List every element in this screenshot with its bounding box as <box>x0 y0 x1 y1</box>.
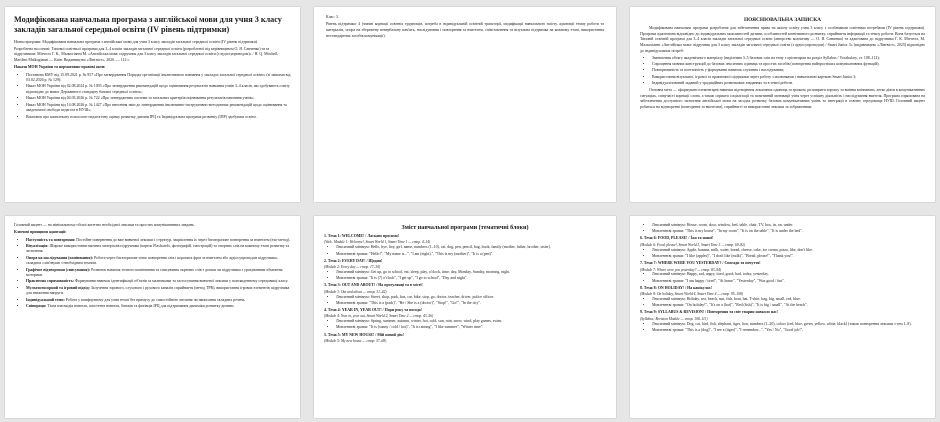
list-item: • Лексичний мінімум: Holiday, sea, beach, sun, fish, boat, hat, T-shirt, bag, big, small, red, blue. <box>652 297 925 303</box>
class-label: Клас: 3. <box>326 15 339 19</box>
principles-heading: Ключові принципи адаптації: <box>14 230 67 235</box>
explanatory-intro: Модифікована навчальна програма розроблена для забезпечення права на якісну освіту учня 3 класу з особливими освітніми потребами (IV рівень підтримки). Програма адаптована відповідно до індивідуальних можливостей дитини, особливостей когнітивного розвитку, сприйняття інформації та темпу роботи. Вона базується на Типовій освітній програмі для 3–4 класів закладів загальної середньої освіти (авторство колективу — О. Я. Савченко) та адаптована до підручника Г. К. Мітчелл, М. Малкогіанні «Англійська мова: підручник для 3 класу закладів загальної середньої освіти (з аудіосупроводом) / Smart Junior 3» (видавництво «Лінгвіст», 2025) відповідно до індивідуальних потреб: <box>640 26 925 53</box>
module-source: (Module 2: Every day — стор. 17–30) <box>324 265 381 270</box>
list-item: • Лексичний мінімум: Apple, banana, milk, water, bread, cheese, cake, ice cream, pizza, like, don't like. <box>652 248 925 254</box>
list-item: • Лексичний мінімум: Get up, go to school, eat, sleep, play, o'clock, time, day, Monday, Sunday, morning, night. <box>336 270 606 276</box>
module-title: 1. Тема 1: WELCOME! / Ласкаво просимо! <box>324 234 400 238</box>
program-name: Назва програми: Модифікована навчальна програма з англійської мови для учня 3 класу закладів загальної середньої освіти (IV рівень підтримки). <box>14 39 258 44</box>
program-title: Модифікована навчальна програма з англійської мови для учня 3 класу закладів загальної середньої освіти (IV рівень підтримки) <box>14 15 282 35</box>
regulations-list <box>14 73 291 121</box>
module-list <box>640 297 925 309</box>
content-title: Зміст навчальної програми (тематичні блоки) <box>401 225 529 231</box>
page-thumbnail-1[interactable] <box>5 7 300 202</box>
list-item: • Мовленнєві зразки: "It is (7) o'clock", "I get up", "I go to school", "Day and night". <box>336 276 606 282</box>
list-item: • Наступність та повторення: Постійне повернення до вже вивченої лексики і структур, закріплення їх через багаторазове повторення за вчителем (ехо-метод). <box>26 238 291 244</box>
list-item: • Наказ МОН України від 04.03.2026 р. № 722 «Про затвердження системи та загальних критеріїв оцінювання результатів навчання учнів»; <box>26 96 291 102</box>
module-list <box>640 322 925 334</box>
module-source: (Module 7: Where were you yesterday? — стор. 83–94) <box>640 267 722 272</box>
list-item: • Практична спрямованість: Формування навичок ідентифікації об'єктів за малюнками та застосування вивченої лексики у повсякденному середовищі класу. <box>26 279 291 285</box>
list-item: • Спрощення мовних конструкцій до базових лексичних одиниць та простих засобів (повторення найпростіших комунікативних функцій); <box>652 62 925 68</box>
module-title: 2. Тема 2: EVERY DAY! / Щодня! <box>324 258 383 263</box>
list-item: • Мультисенсорний та ігровий підхід: Залучення зорового, слухового і рухового каналів сприйняття (метод TPR), використання ігрових елементів підручника для зниження напруги. <box>26 286 291 297</box>
principles-list <box>14 238 291 310</box>
regulations-heading: Накази МОН України та нормативно-правові акти: <box>14 65 106 70</box>
list-item: • Графічне відтворення (списування): Розвиток навичок точного копіювання та списування окремих слів з дошки чи підручника з урахуванням обмежень моторики. <box>26 268 291 279</box>
page-thumbnail-5[interactable] <box>314 216 616 418</box>
page-thumbnail-2[interactable] <box>314 7 616 202</box>
module-list <box>640 272 925 284</box>
list-item: • Використання візуальної, ігрової та практичної підтримки через роботу з малюнками і навчальною карткою Smart Junior 3; <box>652 75 925 81</box>
program-basis: Розроблена на основі: Типової освітньої програми для 3–4 класів закладів загальної середньої освіти (розробленої під керівництвом О. Я. Савченко) та за підручником: Мітчелл Г. К., Малкогіанні М. «Англійська мова: підручник для 3 класу закладів загальної середньої освіти (з аудіосупроводом)» / Н. Q. Mitchell, Marileni Malkogianni — Київ: Видавництво «Лінгвіст», 2020. — 112 с. <box>14 46 279 63</box>
list-item: • Мовленнєві зразки: "Hello!", "My name is...", "I am (eight).", "This is my (mother)", "It is a (pen)". <box>336 252 606 258</box>
module-list <box>324 319 606 331</box>
list-item: • Повторюваність та поетапність у формуванні навичок слухання і наслідування; <box>652 68 925 74</box>
module-title: 3. Тема 3: OUT AND ABOUT! / На прогулянці та в місті! <box>324 283 423 288</box>
list-item: • Лексичний мінімум: Spring, summer, autumn, winter, hot, cold, sun, rain, snow, wind, play games, swim. <box>336 319 606 325</box>
list-item: • Мовленнєві зразки: "On holiday!", "It's on a (hat)", "Red (fish)", "It is big / small", "At the beach". <box>652 303 925 309</box>
module-title: 6. Тема 6: FOOD, PLEASE! / Їжа та напої! <box>640 236 714 241</box>
module-source: (Module 4: Year in, year out, Smart World 2, Smart Time 2 — стор. 43–56) <box>324 314 434 319</box>
module-source: (Module 8: On holiday, Smart World 4, Smart Time 4 — стор. 95–108) <box>640 292 743 297</box>
list-item: • Лексичний мінімум: Dog, cat, bird, fish, elephant, tiger, lion, numbers (1–20), colors (red, blue, green, yellow, white, black) (також повторення лексики з тем 1–8). <box>652 322 925 328</box>
explanatory-note-title: ПОЯСНЮВАЛЬНА ЗАПИСКА <box>743 17 821 23</box>
module-list <box>324 245 606 257</box>
module-source: (Syllabus; Revision Module — стор. 108–111) <box>640 316 708 321</box>
list-item: • Індивідуальний темп: Робота у комфортному для учня темпі без примусу до самостійного читання чи написання складних речень. <box>26 298 291 304</box>
page-thumbnail-6[interactable] <box>630 216 935 418</box>
module-list <box>640 223 925 235</box>
list-item: • Зменшення обсягу академічного матеріалу (виділення 3–5 базових слів на тему з орієнтиром на розділ Syllabus / Vocabulary, ст. 108–112); <box>652 56 925 62</box>
module-source: (Module 5: My new house — стор. 57–68) <box>324 339 387 344</box>
module-list <box>324 295 606 307</box>
main-goal: Основна мета — сформувати елементарні навички відтворення лексичних одиниць за зразком, розширити хорошу та вміння впізнавати, легко діяти в комунікативних ситуаціях, співучасті корекції слова, а також сприяти соціалізації та позитивній мотивації учня через успішну діяльність і наслідування вчителя. Програма спрямована на забезпечення доступного засвоєння англійської мови на засадах розвитку базових комунікативних умінь та інтеграції в освітнє середовище НУШ. Головний акцент робиться на відтворенні (повторенні за вчителем), сприйнятті та використанні лексики за зображенням. <box>640 88 925 109</box>
list-item: • Наказ МОН України від 14.08.2026 р. № 1427 «Про внесення змін до затвердження інклюзивно-інструктивно-методичних рекомендацій щодо оцінювання та академічної свободи педагога в НУШ»; <box>26 103 291 114</box>
list-item: • Лексичний мінімум: Happy, sad, angry, tired, good, bad, today, yesterday. <box>652 272 925 278</box>
list-item: • Мовленнєві зразки: "It is (sunny / cold / hot)", "It is raining", "I like summer", "Winter time". <box>336 325 606 331</box>
list-item: • Лексичний мінімум: House, room, door, window, bed, table, chair, TV, box, in, on, under. <box>652 223 925 229</box>
module-title: 4. Тема 4: YEAR IN, YEAR OUT! / Пори року та погода! <box>324 307 423 312</box>
list-item: • Індивідуалізований заданий у традиційних розвиткових завданнях та в темпі роботи. <box>652 81 925 87</box>
list-item: • Мовленнєві зразки: "I am happy / tired", "At home", "Yesterday", "Was good / fun". <box>652 279 925 285</box>
list-item: • Постанова КМУ від 15.09.2021 р. № 957 «Про затвердження Порядку організації інклюзивного навчання у закладах загальної середньої освіти» (зі змінами від 03.02.2026 р. № 129); <box>26 73 291 84</box>
module-title: 7. Тема 7: WHERE WERE YOU YESTERDAY? / Спогади та почуття! <box>640 261 761 266</box>
module-list <box>640 248 925 260</box>
support-level: Рівень підтримки: 4 (значні корекції освітніх труднощів, потреба в індивідуальній освітній траєкторії, модифікації навчального змісту, адаптації темпу роботи та матеріалів, опора на збережену невербальну пам'ять, наслідування і повторення за вчителем, співставлення та візуальна підтримка на кожному етапі, використання нестандартних засобів комунікації). <box>326 22 604 38</box>
module-title: 8. Тема 8: ON HOLIDAY! / На канікулах! <box>640 285 712 290</box>
list-item: • Співпраця: Тісна взаємодія вчителя, асистента вчителя, батьків та фахівців ІРЦ для підтримання динаміки розвитку дитини. <box>26 304 291 310</box>
page-thumbnail-4[interactable] <box>5 216 300 418</box>
list-item: • Лексичний мінімум: Street, shop, park, bus, car, bike, stop, go, doctor, teacher, driver, police officer. <box>336 295 606 301</box>
list-item: • Мовленнєві зразки: "This is my house", "In my room", "It is on the table", "It is under the bed". <box>652 229 925 235</box>
module-title: 9. Тема 9: SYLLABUS & REVISION! / Повторення та світ тварин навколо нас! <box>640 310 779 315</box>
list-item: • Опора на наслідування (копіювання): Робота через багаторазове чітке повторення слів і коротких фраз за вчителем або аудіосупроводом підручника, складних слів/звуків з необхідним темпом. <box>26 256 291 267</box>
page-thumbnail-3[interactable] <box>630 7 935 202</box>
module-source: (Welc. Module 1: Welcome!, Smart World 1, Smart Time 1 — стор. 4–14) <box>324 240 431 245</box>
list-item: • Висновок про комплексну психолого-педагогічну оцінку розвитку дитини ІРЦ та Індивідуальна програма розвитку (ІПР) здобувача освіти. <box>26 115 291 121</box>
list-item: • Лексичний мінімум: Hello, bye, boy, girl, name, numbers (1–10), cat, dog, pen, pencil, bag, book, family (mother, father, brother, sister). <box>336 245 606 251</box>
module-title: 5. Тема 5: MY NEW HOUSE! / Мій новий дім! <box>324 332 404 337</box>
module-source: (Module 3: Out and about — стор. 31–42) <box>324 289 387 294</box>
list-item: • Візуалізація: Широке використання наочних матеріалів підручника (карток Flashcards, фотографій, ілюстрацій) та опорних слів на кожному етапі розвитку та засвоєння. <box>26 244 291 255</box>
module-list <box>324 270 606 282</box>
list-item: • Мовленнєві зразки: "This is a (dog)", "I see a (tiger)", "I remember...", "Yes / No", "Good job!". <box>652 328 925 334</box>
list-item: • Наказ МОН України від 02.08.2024 р. № 1093 «Про затвердження рекомендацій щодо оцінювання результатів навчання учнів 3–4 класів, які здобувають освіту відповідно до вимог Державного стандарту базової середньої освіти»; <box>26 84 291 95</box>
main-focus: Головний акцент — на мінімальному обсязі життєво необхідної лексики та простих комунікативних завдань. <box>14 223 195 227</box>
list-item: • Мовленнєві зразки: "I like (apples)", "I don't like (milk)", "Bread, please!", "Thank you!". <box>652 254 925 260</box>
module-source: (Module 6: Food, please!, Smart World 3, Smart Time 3 — стор. 69–82) <box>640 242 746 247</box>
list-item: • Мовленнєві зразки: "This is a (park)", "He / She is a (doctor)", "Stop!", "Go!", "In the city". <box>336 301 606 307</box>
adaptation-list <box>640 56 925 87</box>
